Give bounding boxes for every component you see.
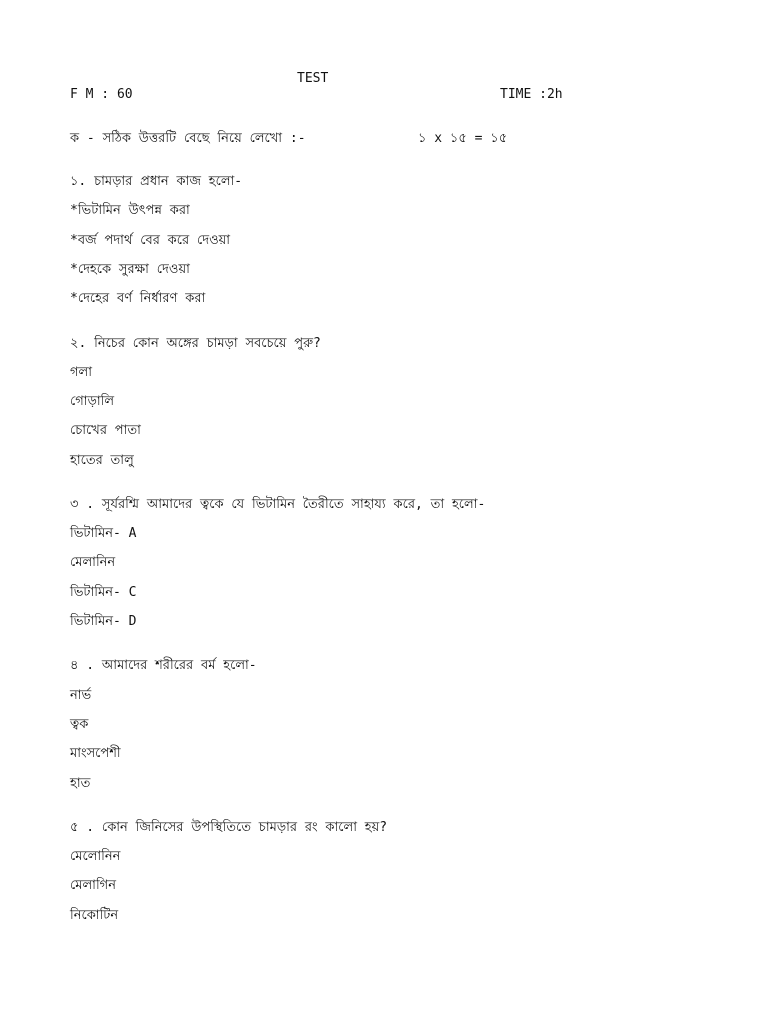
question-2-option-4: হাতের তালু	[70, 453, 134, 468]
time-limit: TIME :2h	[500, 87, 563, 102]
section-heading: ক - সঠিক উত্তরটি বেছে নিয়ে লেখো :-	[70, 131, 306, 146]
question-1-option-4: *দেহের বর্ণ নির্ধারণ করা	[70, 291, 206, 306]
question-4-option-2: ত্বক	[70, 717, 89, 732]
question-4-option-1: নার্ভ	[70, 688, 92, 703]
question-3-option-1: ভিটামিন- A	[70, 526, 137, 541]
page-title: TEST	[297, 71, 329, 86]
question-3-option-4: ভিটামিন- D	[70, 614, 137, 629]
question-3-option-3: ভিটামিন- C	[70, 585, 137, 600]
section-marks: ১ x ১৫ = ১৫	[418, 131, 508, 146]
full-marks: F M : 60	[70, 87, 133, 102]
question-2-option-2: গোড়ালি	[70, 394, 115, 409]
question-1: ১. চামড়ার প্রধান কাজ হলো-	[70, 174, 243, 189]
question-4-option-3: মাংসপেশী	[70, 746, 121, 761]
question-5-option-2: মেলাগিন	[70, 878, 116, 893]
question-3: ৩ . সূর্যরশ্মি আমাদের ত্বকে যে ভিটামিন তৈরীতে সাহায্য করে, তা হলো-	[70, 497, 486, 512]
question-1-option-2: *বর্জ পদার্থ বের করে দেওয়া	[70, 233, 231, 248]
question-5: ৫ . কোন জিনিসের উপস্থিতিতে চামড়ার রং কালো হয়?	[70, 820, 388, 835]
question-2-option-1: গলা	[70, 365, 92, 380]
question-1-option-3: *দেহকে সুরক্ষা দেওয়া	[70, 262, 190, 277]
question-2: ২. নিচের কোন অঙ্গের চামড়া সবচেয়ে পুরু?	[70, 336, 321, 351]
question-5-option-3: নিকোটিন	[70, 908, 119, 923]
question-3-option-2: মেলানিন	[70, 555, 116, 570]
question-4: ৪ . আমাদের শরীরের বর্ম হলো-	[70, 658, 257, 673]
question-4-option-4: হাত	[70, 776, 91, 791]
question-1-option-1: *ভিটামিন উৎপন্ন করা	[70, 203, 190, 218]
question-5-option-1: মেলোনিন	[70, 849, 121, 864]
question-2-option-3: চোখের পাতা	[70, 423, 141, 438]
